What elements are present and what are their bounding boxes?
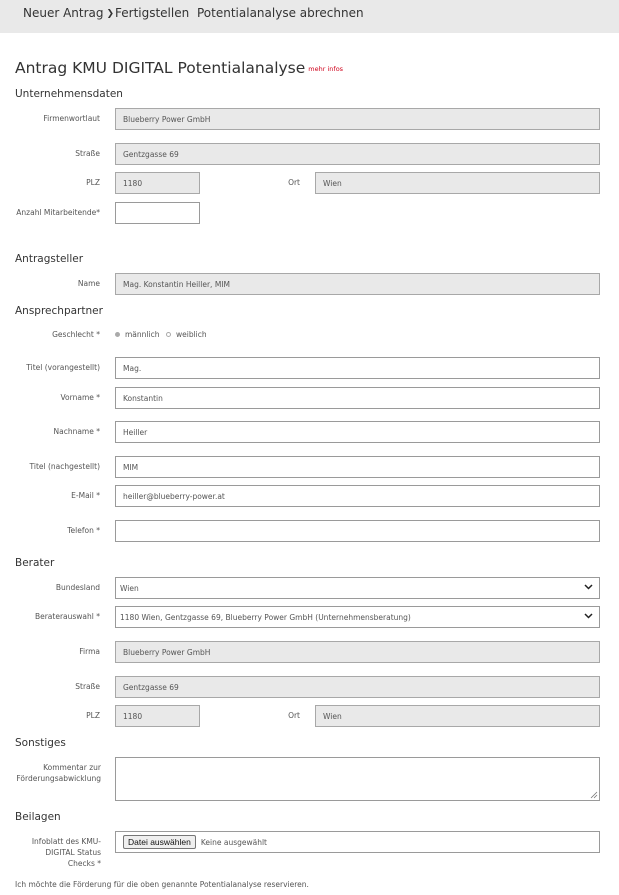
employees-label: Anzahl Mitarbeitende*	[16, 208, 100, 217]
title-post-label: Titel (nachgestellt)	[29, 462, 100, 471]
comment-textarea[interactable]	[115, 757, 600, 801]
advisor-select-value: 1180 Wien, Gentzgasse 69, Blueberry Power GmbH (Unternehmensberatung)	[120, 612, 411, 622]
infoblatt-label	[0, 836, 101, 869]
advisor-street-field[interactable]: Gentzgasse 69	[115, 676, 600, 698]
section-advisor: Berater	[15, 557, 55, 569]
first-name-input[interactable]: Konstantin	[115, 387, 600, 409]
nav-new-application[interactable]	[23, 6, 114, 20]
company-city-label: Ort	[288, 178, 300, 187]
email-input[interactable]: heiller@blueberry-power.at	[115, 485, 600, 507]
phone-label: Telefon *	[67, 526, 100, 535]
last-name-label: Nachname *	[53, 427, 100, 436]
advisor-selection-label: Beraterauswahl *	[34, 612, 100, 621]
section-contact: Ansprechpartner	[15, 305, 103, 317]
gender-label: Geschlecht *	[52, 330, 100, 339]
chevron-down-icon: ❯	[106, 9, 115, 19]
page-title-text: Antrag KMU DIGITAL Potentialanalyse	[15, 59, 306, 77]
company-name-label: Firmenwortlaut	[43, 114, 100, 123]
title-post-input[interactable]: MIM	[115, 456, 600, 478]
last-name-input[interactable]: Heiller	[115, 421, 600, 443]
advisor-zip-field[interactable]: 1180	[115, 705, 200, 727]
chevron-down-icon	[584, 583, 593, 593]
section-other: Sonstiges	[15, 737, 66, 749]
advisor-company-label: Firma	[79, 647, 100, 656]
more-info-link[interactable]: mehr infos	[308, 64, 344, 73]
nav-billing[interactable]: Potentialanalyse abrechnen	[197, 6, 364, 20]
applicant-name-label: Name	[77, 279, 100, 288]
state-select-value: Wien	[120, 583, 139, 593]
comment-label-line-2: Förderungsabwicklung	[16, 774, 101, 783]
section-attachments: Beilagen	[15, 811, 61, 823]
title-pre-label: Titel (vorangestellt)	[26, 363, 100, 372]
gender-male-radio[interactable]	[115, 330, 159, 339]
company-city-field[interactable]: Wien	[315, 172, 600, 194]
gender-male-label: männlich	[125, 330, 160, 339]
comment-label-line-1: Kommentar zur	[43, 763, 101, 772]
infoblatt-label-line-1: Infoblatt des KMU-	[31, 837, 101, 846]
advisor-zip-label: PLZ	[86, 711, 100, 720]
title-pre-input[interactable]: Mag.	[115, 357, 600, 379]
chevron-down-icon	[584, 612, 593, 622]
applicant-name-field[interactable]: Mag. Konstantin Heiller, MIM	[115, 273, 600, 295]
section-company: Unternehmensdaten	[15, 88, 123, 100]
gender-female-radio[interactable]	[166, 330, 207, 339]
resize-grip-icon[interactable]	[590, 791, 598, 799]
comment-label	[0, 762, 101, 784]
advisor-select[interactable]	[115, 606, 600, 628]
advisor-street-label: Straße	[75, 682, 100, 691]
employees-input[interactable]	[115, 202, 200, 224]
state-select[interactable]	[115, 577, 600, 599]
gender-female-label: weiblich	[176, 330, 207, 339]
infoblatt-label-line-3: Checks *	[67, 859, 101, 868]
file-status-text: Keine ausgewählt	[200, 837, 267, 847]
radio-checked-icon	[115, 332, 120, 337]
file-choose-button[interactable]: Datei auswählen	[123, 835, 196, 849]
file-upload-field[interactable]	[115, 831, 600, 853]
email-label: E-Mail *	[71, 491, 100, 500]
nav-new-application-label: Neuer Antrag	[23, 6, 104, 20]
company-name-field[interactable]: Blueberry Power GmbH	[115, 108, 600, 130]
reserve-text: Ich möchte die Förderung für die oben genannte Potentialanalyse reservieren.	[15, 880, 309, 889]
phone-input[interactable]	[115, 520, 600, 542]
radio-unchecked-icon	[166, 332, 171, 337]
advisor-city-label: Ort	[288, 711, 300, 720]
page-title	[15, 59, 343, 77]
company-street-label: Straße	[75, 149, 100, 158]
state-label: Bundesland	[55, 583, 100, 592]
company-zip-field[interactable]: 1180	[115, 172, 200, 194]
advisor-city-field[interactable]: Wien	[315, 705, 600, 727]
company-street-field[interactable]: Gentzgasse 69	[115, 143, 600, 165]
advisor-company-field[interactable]: Blueberry Power GmbH	[115, 641, 600, 663]
infoblatt-label-line-2: DIGITAL Status	[45, 848, 101, 857]
top-nav	[0, 0, 619, 33]
first-name-label: Vorname *	[60, 393, 100, 402]
section-applicant: Antragsteller	[15, 253, 84, 265]
company-zip-label: PLZ	[86, 178, 100, 187]
nav-finish[interactable]: Fertigstellen	[115, 6, 190, 20]
